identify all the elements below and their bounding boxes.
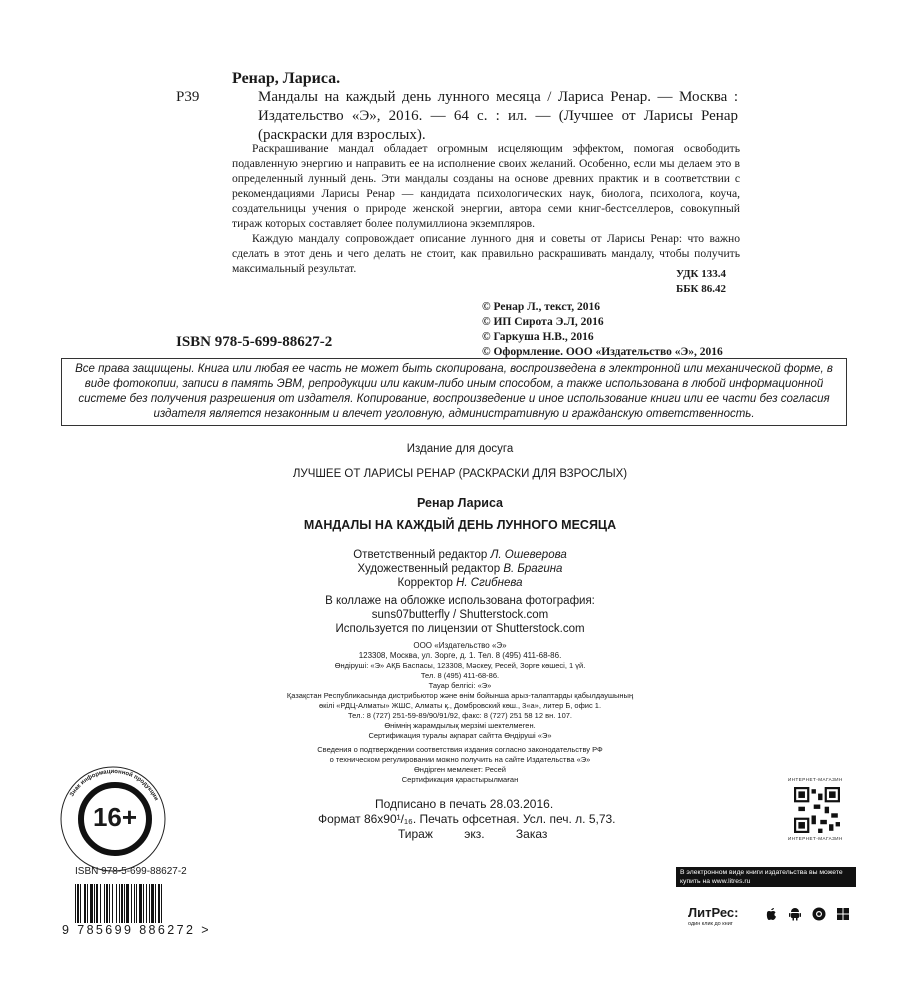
qr-caption-bottom: ИНТЕРНЕТ-МАГАЗИН	[788, 836, 843, 841]
publisher-line: өкілі «РДЦ-Алматы» ЖШС, Алматы қ., Домбровский көш., 3«а», литер Б, офис 1.	[318, 701, 602, 710]
rights-notice: Все права защищены. Книга или любая ее часть не может быть скопирована, воспроизведена в электронной или механической форме, в виде фотокопии, записи в память ЭВМ, репродукции или каким-либо иным способом, а также использована в любой информационной системе без получения разрешения от издателя. Копирование, воспроизведение и иное использование книги или ее части без согласия издателя является незаконным и влечет уголовную, административную и гражданскую ответственность.	[75, 363, 833, 420]
copyright-line: © Гаркуша Н.В., 2016	[482, 331, 594, 343]
litres-logo: ЛитРес:	[688, 905, 739, 920]
print-info	[318, 797, 616, 842]
cover-credit-line: В коллаже на обложке использована фотография:	[325, 595, 595, 607]
publisher-info	[100, 641, 820, 741]
cover-credit-line: suns07butterfly / Shutterstock.com	[371, 609, 549, 621]
edition-type: Издание для досуга	[406, 443, 514, 455]
compliance-line: Өндірген мемлекет: Ресей	[413, 765, 507, 774]
bbk-code: ББК 86.42	[676, 283, 727, 295]
publisher-line: Тауар белгісі: «Э»	[428, 681, 492, 690]
staff-line: Художественный редактор В. Брагина	[357, 563, 563, 575]
ebook-notice-line: купить на www.litres.ru	[680, 878, 751, 885]
staff-line: Ответственный редактор Л. Ошеверова	[353, 549, 567, 561]
publisher-line: Қазақстан Республикасында дистрибьютор және өнім бойынша арыз-талаптарды қабылдаушының	[286, 691, 634, 700]
print-line: Тираж экз. Заказ	[398, 827, 548, 841]
apple-icon	[764, 907, 778, 921]
catalog-code: Р39	[176, 89, 200, 105]
qr-code-icon	[794, 787, 840, 833]
compliance-line: Сведения о подтверждении соответствия издания согласно законодательству РФ	[317, 745, 603, 754]
author-heading: Ренар, Лариса.	[232, 70, 341, 87]
series-name: ЛУЧШЕЕ ОТ ЛАРИСЫ РЕНАР (РАСКРАСКИ ДЛЯ ВЗРОСЛЫХ)	[292, 468, 628, 480]
publisher-line: ООО «Издательство «Э»	[413, 641, 507, 650]
print-line: Подписано в печать 28.03.2016.	[375, 797, 554, 811]
android-icon	[788, 907, 802, 921]
publisher-line: Тел. 8 (495) 411-68-86.	[420, 671, 500, 680]
staff-line: Корректор Н. Сгибнева	[397, 577, 523, 589]
bibliographic-description: Мандалы на каждый день лунного месяца / Лариса Ренар. — Москва : Издательство «Э», 2016. — 64 с. : ил. — (Лучшее от Ларисы Ренар (раскраски для взрослых).	[258, 89, 738, 143]
copyright-line: © ИП Сирота Э.Л, 2016	[482, 316, 604, 328]
compliance-info	[100, 745, 820, 785]
age-rating-ring-text: Знак информационной продукции	[69, 768, 159, 802]
publisher-line: 123308, Москва, ул. Зорге, д. 1. Тел. 8 (495) 411-68-86.	[358, 651, 562, 660]
barcode-digits: 9 785699 886272 >	[62, 923, 211, 937]
staff-list	[100, 548, 820, 590]
litres-tagline: один клик до книг	[688, 921, 733, 927]
annotation-paragraph: Каждую мандалу сопровождает описание лунного дня и советы от Ларисы Ренар: что важно сделать в этот день и чего делать не стоит, как правильно раскрашивать мандалу, чтобы получить максимальный результат.	[232, 232, 740, 275]
publisher-line: Өнімнің жарамдылық мерзімі шектелмеген.	[384, 721, 536, 730]
age-rating: 16+	[92, 802, 138, 832]
ebook-notice-line: В электронном виде книги издательства вы можете	[680, 869, 843, 876]
windows-phone-icon	[812, 907, 826, 921]
imprint-title: МАНДАЛЫ НА КАЖДЫЙ ДЕНЬ ЛУННОГО МЕСЯЦА	[303, 518, 617, 532]
qr-caption-top: ИНТЕРНЕТ-МАГАЗИН	[788, 777, 843, 782]
compliance-line: Сертификация қарастырылмаған	[401, 775, 519, 784]
print-line: Формат 86x90¹/₁₆. Печать офсетная. Усл. печ. л. 5,73.	[318, 812, 616, 826]
copyright-line: © Оформление. ООО «Издательство «Э», 2016	[482, 346, 723, 358]
copyright-list	[482, 300, 723, 360]
copyright-line: © Ренар Л., текст, 2016	[482, 301, 601, 313]
publisher-line: Сертификация туралы ақпарат сайтта Өндіруші «Э»	[368, 731, 552, 740]
ebook-notice-bar	[676, 867, 856, 887]
windows-icon	[836, 907, 850, 921]
publisher-line: Тел.: 8 (727) 251-59-89/90/91/92, факс: 8 (727) 251 58 12 вн. 107.	[347, 711, 572, 720]
cover-credit-line: Используется по лицензии от Shutterstock.com	[335, 623, 585, 635]
annotation-paragraph: Раскрашивание мандал обладает огромным исцеляющим эффектом, помогая освободить подавленную энергию и направить ее на исполнение своих желаний. Особенно, если мы делаем это в определенный лунный день. Эти мандалы созданы на основе древних практик и в соответствии с рекомендациями Ларисы Ренар — кандидата психологических наук, биолога, психолога, коуча, создательницы учения о природе женской энергии, автора семи книг-бестселлеров, совокупный тираж которых составляет более полумиллиона экземпляров.	[232, 142, 740, 230]
classification-codes	[676, 267, 726, 297]
barcode-icon	[75, 884, 189, 923]
imprint-author: Ренар Лариса	[417, 496, 503, 510]
udk-code: УДК 133.4	[676, 268, 727, 280]
publisher-line: Өндіруші: «Э» АҚБ Баспасы, 123308, Мәскеу, Ресей, Зорге көшесі, 1 үй.	[334, 661, 586, 670]
cover-credit	[100, 594, 820, 636]
annotation	[232, 141, 740, 276]
barcode-isbn-label: ISBN 978-5-699-88627-2	[75, 866, 187, 877]
compliance-line: о техническом регулировании можно получить на сайте Издательства «Э»	[329, 755, 591, 764]
isbn: ISBN 978-5-699-88627-2	[176, 334, 333, 350]
